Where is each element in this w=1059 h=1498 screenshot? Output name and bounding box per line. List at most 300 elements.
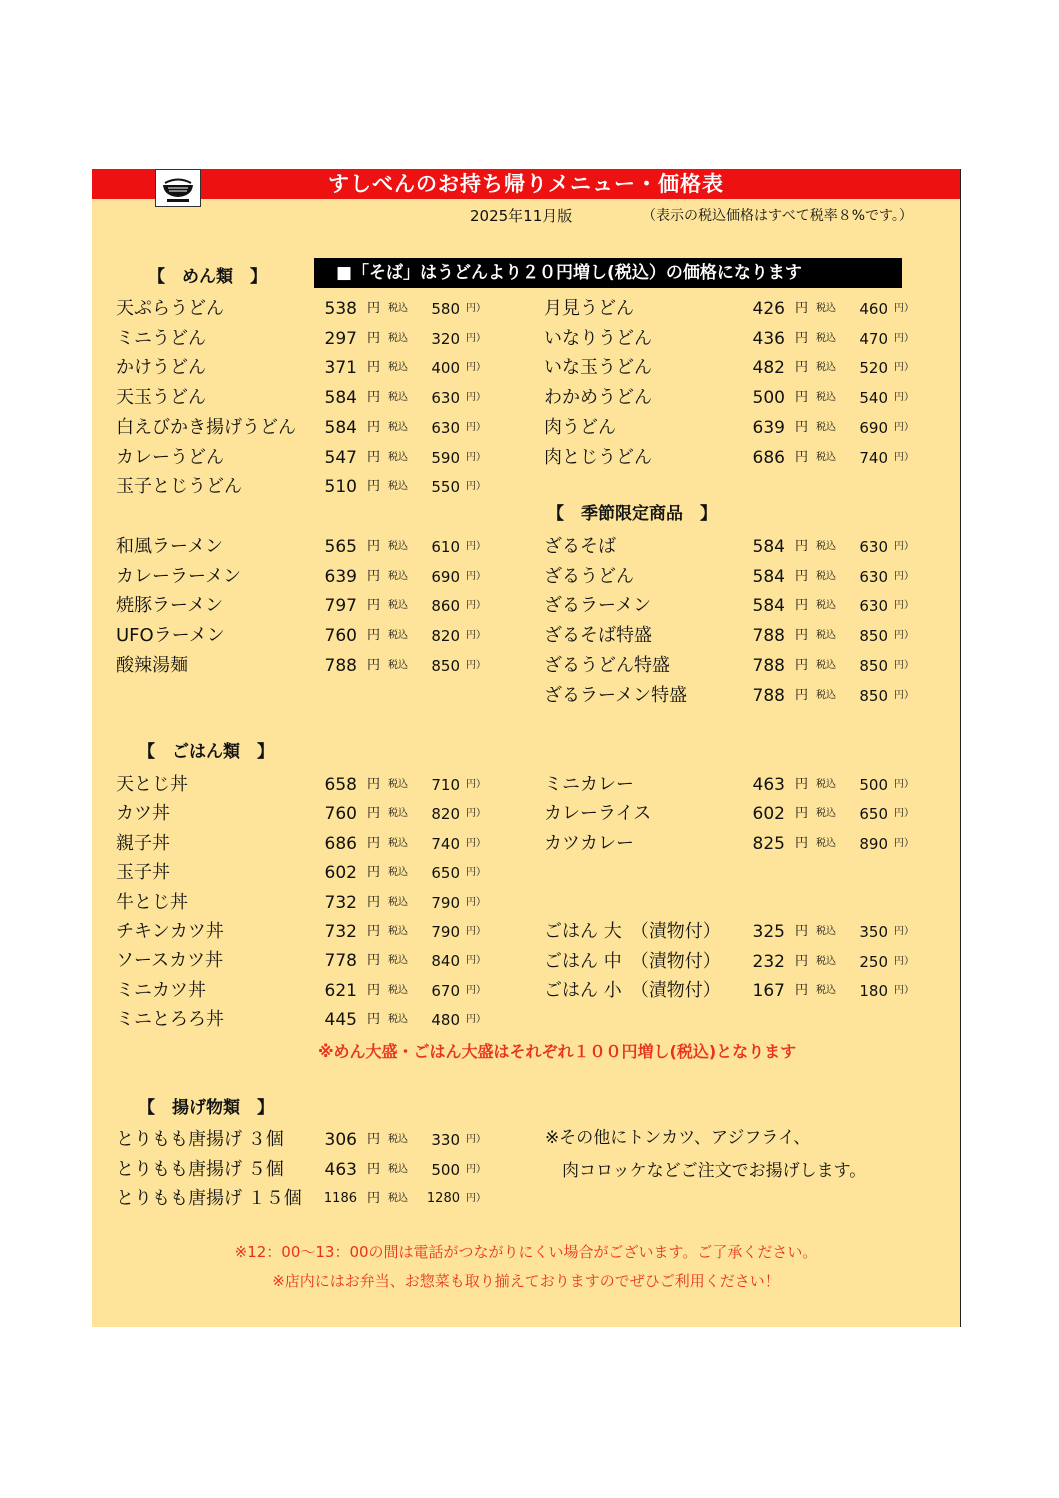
item-tax-price: 860 bbox=[431, 597, 460, 615]
item-price: 232 bbox=[752, 952, 785, 972]
edition-label: 2025年11月版 bbox=[470, 207, 573, 225]
item-name: 月見うどん bbox=[544, 298, 634, 319]
yen-label: 円 bbox=[367, 598, 381, 613]
item-tax-price: 740 bbox=[859, 449, 888, 467]
tax-included-label: 税込 bbox=[388, 897, 408, 908]
yen-label: 円） bbox=[894, 333, 914, 344]
tax-included-label: 税込 bbox=[388, 422, 408, 433]
tax-included-label: 税込 bbox=[816, 541, 836, 552]
item-name: ざるうどん bbox=[544, 566, 634, 587]
item-price: 463 bbox=[324, 1160, 357, 1180]
item-name: とりもも唐揚げ ３個 bbox=[116, 1129, 284, 1150]
menu-item bbox=[544, 802, 934, 826]
item-name: カレーライス bbox=[544, 803, 652, 824]
item-name: ミニとろろ丼 bbox=[116, 1009, 224, 1030]
item-name: ざるうどん特盛 bbox=[544, 655, 670, 676]
yen-label: 円） bbox=[466, 867, 486, 878]
yen-label: 円 bbox=[795, 836, 809, 851]
item-tax-price: 710 bbox=[431, 776, 460, 794]
item-price: 621 bbox=[324, 981, 357, 1001]
yen-label: 円） bbox=[894, 690, 914, 701]
yen-label: 円 bbox=[367, 953, 381, 968]
item-name: かけうどん bbox=[116, 357, 206, 378]
yen-label: 円） bbox=[466, 660, 486, 671]
yen-label: 円） bbox=[894, 303, 914, 314]
menu-item bbox=[544, 386, 934, 410]
tax-included-label: 税込 bbox=[816, 660, 836, 671]
item-tax-price: 1280 bbox=[426, 1191, 460, 1206]
section-seasonal: 【 季節限定商品 】 bbox=[547, 504, 717, 524]
item-name: 玉子丼 bbox=[116, 862, 170, 883]
tax-included-label: 税込 bbox=[388, 1014, 408, 1025]
item-price: 584 bbox=[752, 537, 785, 557]
yen-label: 円） bbox=[466, 985, 486, 996]
yen-label: 円） bbox=[894, 362, 914, 373]
large-portion-note: ※めん大盛・ごはん大盛はそれぞれ１００円増し(税込)となります bbox=[318, 1042, 797, 1061]
item-tax-price: 520 bbox=[859, 359, 888, 377]
item-tax-price: 480 bbox=[431, 1011, 460, 1029]
tax-included-label: 税込 bbox=[816, 452, 836, 463]
store-notice: ※店内にはお弁当、お惣菜も取り揃えておりますのでぜひご利用ください！ bbox=[272, 1272, 780, 1290]
tax-included-label: 税込 bbox=[388, 1164, 408, 1175]
menu-item bbox=[116, 861, 506, 885]
yen-label: 円） bbox=[466, 897, 486, 908]
yen-label: 円） bbox=[894, 838, 914, 849]
tax-included-label: 税込 bbox=[388, 779, 408, 790]
yen-label: 円 bbox=[795, 539, 809, 554]
item-price: 732 bbox=[324, 893, 357, 913]
yen-label: 円 bbox=[795, 569, 809, 584]
item-tax-price: 690 bbox=[859, 419, 888, 437]
item-name: 牛とじ丼 bbox=[116, 892, 188, 913]
yen-label: 円） bbox=[894, 571, 914, 582]
item-price: 602 bbox=[324, 863, 357, 883]
item-price: 778 bbox=[324, 951, 357, 971]
menu-item bbox=[116, 624, 506, 648]
yen-label: 円） bbox=[466, 1014, 486, 1025]
tax-included-label: 税込 bbox=[816, 926, 836, 937]
tax-included-label: 税込 bbox=[388, 333, 408, 344]
item-price: 306 bbox=[324, 1130, 357, 1150]
item-name: カツ丼 bbox=[116, 803, 170, 824]
yen-label: 円 bbox=[795, 924, 809, 939]
soba-notice bbox=[314, 258, 902, 288]
item-name: 天とじ丼 bbox=[116, 774, 188, 795]
item-name: ざるラーメン bbox=[544, 595, 652, 616]
item-name: ミニカレー bbox=[544, 774, 634, 795]
menu-item bbox=[544, 416, 934, 440]
tax-included-label: 税込 bbox=[816, 600, 836, 611]
item-name: ざるそば bbox=[544, 536, 616, 557]
item-tax-price: 250 bbox=[859, 953, 888, 971]
item-price: 639 bbox=[752, 418, 785, 438]
menu-item bbox=[544, 684, 934, 708]
item-name: いな玉うどん bbox=[544, 357, 652, 378]
item-price: 371 bbox=[324, 358, 357, 378]
tax-included-label: 税込 bbox=[388, 392, 408, 403]
tax-included-label: 税込 bbox=[388, 481, 408, 492]
tax-included-label: 税込 bbox=[816, 630, 836, 641]
yen-label: 円） bbox=[894, 985, 914, 996]
item-name: 親子丼 bbox=[116, 833, 170, 854]
tax-included-label: 税込 bbox=[388, 660, 408, 671]
yen-label: 円） bbox=[466, 1193, 486, 1204]
menu-item bbox=[116, 327, 506, 351]
item-price: 463 bbox=[752, 775, 785, 795]
item-name: 酸辣湯麺 bbox=[116, 655, 188, 676]
yen-label: 円） bbox=[466, 1134, 486, 1145]
item-name: 天玉うどん bbox=[116, 387, 206, 408]
yen-label: 円） bbox=[894, 392, 914, 403]
item-name: ごはん 小 （漬物付） bbox=[544, 980, 721, 1001]
yen-label: 円） bbox=[894, 926, 914, 937]
yen-label: 円 bbox=[795, 628, 809, 643]
menu-item bbox=[116, 802, 506, 826]
item-price: 538 bbox=[324, 299, 357, 319]
item-tax-price: 180 bbox=[859, 982, 888, 1000]
yen-label: 円 bbox=[795, 806, 809, 821]
menu-item bbox=[544, 773, 934, 797]
item-tax-price: 320 bbox=[431, 330, 460, 348]
yen-label: 円） bbox=[894, 541, 914, 552]
item-name: カレーうどん bbox=[116, 447, 224, 468]
item-tax-price: 630 bbox=[859, 568, 888, 586]
menu-item bbox=[116, 891, 506, 915]
tax-included-label: 税込 bbox=[816, 808, 836, 819]
item-price: 788 bbox=[752, 686, 785, 706]
yen-label: 円 bbox=[795, 658, 809, 673]
menu-item bbox=[544, 920, 934, 944]
yen-label: 円） bbox=[466, 630, 486, 641]
tax-included-label: 税込 bbox=[388, 600, 408, 611]
yen-label: 円） bbox=[466, 303, 486, 314]
item-name: 天ぷらうどん bbox=[116, 298, 224, 319]
menu-item bbox=[544, 446, 934, 470]
tax-included-label: 税込 bbox=[388, 926, 408, 937]
yen-label: 円） bbox=[894, 600, 914, 611]
yen-label: 円） bbox=[466, 541, 486, 552]
item-name: カツカレー bbox=[544, 833, 634, 854]
item-price: 639 bbox=[324, 567, 357, 587]
yen-label: 円） bbox=[466, 600, 486, 611]
yen-label: 円 bbox=[367, 895, 381, 910]
item-price: 482 bbox=[752, 358, 785, 378]
menu-item bbox=[116, 1187, 506, 1211]
tax-included-label: 税込 bbox=[388, 1193, 408, 1204]
tax-included-label: 税込 bbox=[388, 303, 408, 314]
menu-item bbox=[544, 565, 934, 589]
yen-label: 円） bbox=[466, 838, 486, 849]
item-tax-price: 790 bbox=[431, 923, 460, 941]
tax-included-label: 税込 bbox=[388, 1134, 408, 1145]
yen-label: 円 bbox=[795, 420, 809, 435]
item-price: 325 bbox=[752, 922, 785, 942]
tax-included-label: 税込 bbox=[816, 333, 836, 344]
item-name: チキンカツ丼 bbox=[116, 921, 224, 942]
menu-item bbox=[116, 654, 506, 678]
item-price: 584 bbox=[752, 596, 785, 616]
tax-included-label: 税込 bbox=[816, 690, 836, 701]
item-price: 547 bbox=[324, 448, 357, 468]
tax-included-label: 税込 bbox=[388, 571, 408, 582]
tax-included-label: 税込 bbox=[816, 956, 836, 967]
yen-label: 円 bbox=[367, 360, 381, 375]
menu-sheet bbox=[92, 169, 961, 1327]
item-name: ごはん 大 （漬物付） bbox=[544, 921, 721, 942]
item-price: 297 bbox=[324, 329, 357, 349]
yen-label: 円 bbox=[795, 777, 809, 792]
tax-included-label: 税込 bbox=[816, 422, 836, 433]
item-tax-price: 740 bbox=[431, 835, 460, 853]
tax-included-label: 税込 bbox=[388, 955, 408, 966]
item-price: 167 bbox=[752, 981, 785, 1001]
item-price: 788 bbox=[324, 656, 357, 676]
section-rice: 【 ごはん類 】 bbox=[138, 742, 274, 762]
tax-included-label: 税込 bbox=[388, 808, 408, 819]
menu-item bbox=[116, 416, 506, 440]
menu-item bbox=[116, 773, 506, 797]
tax-included-label: 税込 bbox=[388, 838, 408, 849]
item-price: 658 bbox=[324, 775, 357, 795]
section-fried: 【 揚げ物類 】 bbox=[138, 1098, 274, 1118]
tax-included-label: 税込 bbox=[388, 452, 408, 463]
item-tax-price: 500 bbox=[859, 776, 888, 794]
item-name: 肉とじうどん bbox=[544, 447, 652, 468]
yen-label: 円 bbox=[795, 331, 809, 346]
item-name: 焼豚ラーメン bbox=[116, 595, 224, 616]
item-price: 1186 bbox=[323, 1191, 357, 1206]
yen-label: 円） bbox=[466, 392, 486, 403]
item-price: 426 bbox=[752, 299, 785, 319]
tax-included-label: 税込 bbox=[388, 867, 408, 878]
yen-label: 円 bbox=[367, 479, 381, 494]
item-price: 436 bbox=[752, 329, 785, 349]
item-name: いなりうどん bbox=[544, 328, 652, 349]
item-price: 445 bbox=[324, 1010, 357, 1030]
menu-item bbox=[116, 475, 506, 499]
tax-included-label: 税込 bbox=[816, 985, 836, 996]
item-name: UFOラーメン bbox=[116, 625, 225, 646]
phone-notice: ※12：00～13：00の間は電話がつながりにくい場合がございます。ご了承ください。 bbox=[234, 1243, 818, 1261]
yen-label: 円 bbox=[367, 1191, 381, 1206]
item-price: 584 bbox=[324, 418, 357, 438]
item-tax-price: 850 bbox=[431, 657, 460, 675]
menu-item bbox=[116, 1008, 506, 1032]
yen-label: 円 bbox=[367, 658, 381, 673]
item-price: 797 bbox=[324, 596, 357, 616]
menu-item bbox=[544, 979, 934, 1003]
item-tax-price: 850 bbox=[859, 687, 888, 705]
yen-label: 円） bbox=[466, 362, 486, 373]
item-tax-price: 540 bbox=[859, 389, 888, 407]
yen-label: 円 bbox=[367, 390, 381, 405]
menu-item bbox=[116, 297, 506, 321]
yen-label: 円） bbox=[894, 660, 914, 671]
menu-item bbox=[544, 535, 934, 559]
tax-included-label: 税込 bbox=[816, 571, 836, 582]
yen-label: 円） bbox=[466, 452, 486, 463]
item-name: 肉うどん bbox=[544, 417, 616, 438]
menu-item bbox=[544, 832, 934, 856]
item-tax-price: 470 bbox=[859, 330, 888, 348]
menu-item bbox=[544, 327, 934, 351]
yen-label: 円） bbox=[466, 1164, 486, 1175]
yen-label: 円 bbox=[367, 1162, 381, 1177]
item-tax-price: 890 bbox=[859, 835, 888, 853]
yen-label: 円） bbox=[466, 955, 486, 966]
yen-label: 円 bbox=[367, 806, 381, 821]
tax-included-label: 税込 bbox=[388, 985, 408, 996]
item-tax-price: 580 bbox=[431, 300, 460, 318]
yen-label: 円） bbox=[894, 779, 914, 790]
item-tax-price: 630 bbox=[431, 419, 460, 437]
yen-label: 円 bbox=[367, 420, 381, 435]
yen-label: 円） bbox=[894, 956, 914, 967]
item-name: わかめうどん bbox=[544, 387, 652, 408]
item-price: 686 bbox=[752, 448, 785, 468]
menu-item bbox=[544, 356, 934, 380]
yen-label: 円 bbox=[795, 983, 809, 998]
tax-included-label: 税込 bbox=[816, 838, 836, 849]
item-tax-price: 820 bbox=[431, 805, 460, 823]
tax-included-label: 税込 bbox=[388, 630, 408, 641]
item-name: ざるそば特盛 bbox=[544, 625, 652, 646]
item-tax-price: 610 bbox=[431, 538, 460, 556]
item-tax-price: 850 bbox=[859, 627, 888, 645]
item-name: ざるラーメン特盛 bbox=[544, 685, 688, 706]
other-items-note-line1: ※その他にトンカツ、アジフライ、 bbox=[545, 1128, 811, 1148]
item-tax-price: 500 bbox=[431, 1161, 460, 1179]
section-noodles: 【 めん類 】 bbox=[148, 267, 267, 287]
tax-note: （表示の税込価格はすべて税率８%です。） bbox=[642, 208, 913, 224]
yen-label: 円） bbox=[894, 808, 914, 819]
item-name: とりもも唐揚げ ５個 bbox=[116, 1159, 284, 1180]
item-price: 788 bbox=[752, 626, 785, 646]
yen-label: 円） bbox=[466, 571, 486, 582]
yen-label: 円 bbox=[367, 331, 381, 346]
item-tax-price: 400 bbox=[431, 359, 460, 377]
menu-item bbox=[116, 920, 506, 944]
tax-included-label: 税込 bbox=[816, 392, 836, 403]
item-tax-price: 820 bbox=[431, 627, 460, 645]
menu-item bbox=[116, 832, 506, 856]
item-tax-price: 850 bbox=[859, 657, 888, 675]
menu-item bbox=[116, 979, 506, 1003]
item-tax-price: 840 bbox=[431, 952, 460, 970]
yen-label: 円） bbox=[894, 422, 914, 433]
item-price: 760 bbox=[324, 626, 357, 646]
yen-label: 円 bbox=[367, 865, 381, 880]
yen-label: 円 bbox=[795, 450, 809, 465]
yen-label: 円 bbox=[367, 983, 381, 998]
other-items-note-line2: 肉コロッケなどご注文でお揚げします。 bbox=[562, 1161, 867, 1181]
yen-label: 円 bbox=[367, 569, 381, 584]
menu-item bbox=[544, 950, 934, 974]
yen-label: 円 bbox=[367, 628, 381, 643]
yen-label: 円 bbox=[795, 688, 809, 703]
item-tax-price: 460 bbox=[859, 300, 888, 318]
item-tax-price: 670 bbox=[431, 982, 460, 1000]
item-price: 825 bbox=[752, 834, 785, 854]
yen-label: 円） bbox=[466, 808, 486, 819]
item-name: 和風ラーメン bbox=[116, 536, 224, 557]
tax-included-label: 税込 bbox=[816, 362, 836, 373]
item-price: 760 bbox=[324, 804, 357, 824]
item-price: 500 bbox=[752, 388, 785, 408]
yen-label: 円） bbox=[466, 333, 486, 344]
menu-item bbox=[116, 386, 506, 410]
yen-label: 円） bbox=[466, 926, 486, 937]
item-price: 565 bbox=[324, 537, 357, 557]
menu-item bbox=[116, 949, 506, 973]
soba-notice-text: ■「そば」はうどんより２０円増し(税込）の価格になります bbox=[336, 263, 802, 283]
item-tax-price: 790 bbox=[431, 894, 460, 912]
yen-label: 円 bbox=[795, 360, 809, 375]
item-price: 510 bbox=[324, 477, 357, 497]
item-tax-price: 550 bbox=[431, 478, 460, 496]
udon-bowl-icon bbox=[155, 169, 201, 207]
menu-item bbox=[116, 1158, 506, 1182]
item-tax-price: 630 bbox=[859, 538, 888, 556]
item-tax-price: 650 bbox=[859, 805, 888, 823]
item-price: 686 bbox=[324, 834, 357, 854]
menu-item bbox=[544, 654, 934, 678]
yen-label: 円 bbox=[367, 1012, 381, 1027]
menu-item bbox=[116, 594, 506, 618]
page-title: すしべんのお持ち帰りメニュー・価格表 bbox=[328, 172, 724, 196]
item-price: 788 bbox=[752, 656, 785, 676]
yen-label: 円） bbox=[894, 630, 914, 641]
yen-label: 円 bbox=[367, 924, 381, 939]
item-name: ミニカツ丼 bbox=[116, 980, 206, 1001]
item-name: 玉子とじうどん bbox=[116, 476, 242, 497]
item-tax-price: 350 bbox=[859, 923, 888, 941]
yen-label: 円 bbox=[367, 301, 381, 316]
item-name: ソースカツ丼 bbox=[116, 950, 224, 971]
yen-label: 円 bbox=[367, 450, 381, 465]
menu-item bbox=[116, 565, 506, 589]
yen-label: 円 bbox=[795, 390, 809, 405]
item-price: 732 bbox=[324, 922, 357, 942]
yen-label: 円 bbox=[795, 954, 809, 969]
menu-item bbox=[116, 1128, 506, 1152]
yen-label: 円 bbox=[795, 301, 809, 316]
menu-item bbox=[116, 535, 506, 559]
title-bar bbox=[92, 169, 960, 199]
item-name: ミニうどん bbox=[116, 328, 206, 349]
item-tax-price: 330 bbox=[431, 1131, 460, 1149]
item-name: 白えびかき揚げうどん bbox=[116, 417, 296, 438]
tax-included-label: 税込 bbox=[816, 779, 836, 790]
item-tax-price: 690 bbox=[431, 568, 460, 586]
yen-label: 円 bbox=[367, 777, 381, 792]
menu-item bbox=[116, 356, 506, 380]
yen-label: 円） bbox=[466, 779, 486, 790]
yen-label: 円 bbox=[367, 836, 381, 851]
menu-item bbox=[544, 297, 934, 321]
item-tax-price: 630 bbox=[431, 389, 460, 407]
menu-item bbox=[544, 594, 934, 618]
item-name: カレーラーメン bbox=[116, 566, 242, 587]
yen-label: 円） bbox=[466, 422, 486, 433]
yen-label: 円） bbox=[894, 452, 914, 463]
item-tax-price: 590 bbox=[431, 449, 460, 467]
item-price: 584 bbox=[752, 567, 785, 587]
tax-included-label: 税込 bbox=[388, 362, 408, 373]
tax-included-label: 税込 bbox=[816, 303, 836, 314]
item-tax-price: 650 bbox=[431, 864, 460, 882]
yen-label: 円 bbox=[795, 598, 809, 613]
